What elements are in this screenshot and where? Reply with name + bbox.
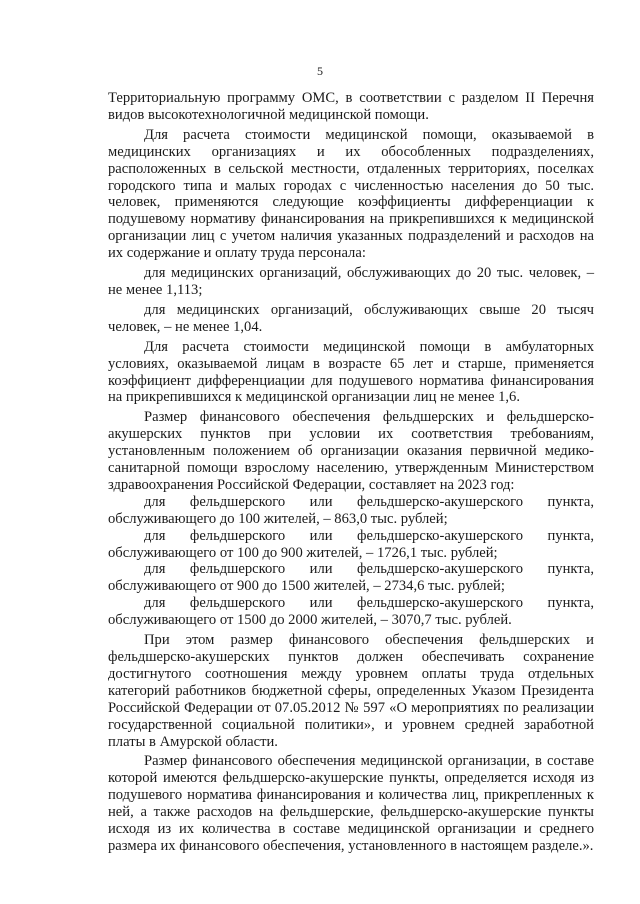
page-number: 5 xyxy=(317,64,323,78)
paragraph-organization-financing: Размер финансового обеспечения медицинской организации, в составе которой имеются фельдшерско-акушерские пункты, определяется исходя из подушевого норматива финансирования и количества лиц, прикрепленных к ней, а также расходов на фельдшерские, фельдшерско-акушерские пункты исходя из их количества в составе медицинской организации и среднего размера их финансового обеспечения, установленного в настоящем разделе.». xyxy=(108,753,594,854)
paragraph-fap-financing: Размер финансового обеспечения фельдшерских и фельдшерско-акушерских пунктов при условии их соответствия требованиям, установленным положением об организации оказания первичной медико-санитарной помощи взрослому населению, утвержденным Министерством здравоохранения Российской Федерации, составляет на 2023 год: xyxy=(108,409,594,493)
paragraph-fap-up-to-100: для фельдшерского или фельдшерско-акушерского пункта, обслуживающего до 100 жителей, – 863,0 тыс. рублей; xyxy=(108,493,594,527)
paragraph-coefficient-age-65: Для расчета стоимости медицинской помощи в амбулаторных условиях, оказываемой лицам в возрасте 65 лет и старше, применяется коэффициент дифференциации для подушевого норматива финансирования на прикрепившихся к медицинской организации лиц не менее 1,6. xyxy=(108,338,594,406)
document-body xyxy=(108,90,594,855)
paragraph-differentiation-coefficients: Для расчета стоимости медицинской помощи, оказываемой в медицинских организациях и их обособленных подразделениях, расположенных в сельской местности, отдаленных территориях, поселках городского типа и малых городах с численностью населения до 50 тыс. человек, применяются следующие коэффициенты дифференциации к подушевому нормативу финансирования на прикрепившихся к медицинской организации лиц с учетом наличия указанных подразделений и расходов на их содержание и оплату труда персонала: xyxy=(108,126,594,262)
paragraph-fap-100-900: для фельдшерского или фельдшерско-акушерского пункта, обслуживающего от 100 до 900 жителей, – 1726,1 тыс. рублей; xyxy=(108,527,594,561)
paragraph-salary-ratio: При этом размер финансового обеспечения фельдшерских и фельдшерско-акушерских пунктов должен обеспечивать сохранение достигнутого соотношения между уровнем оплаты труда отдельных категорий работников бюджетной сферы, определенных Указом Президента Российской Федерации от 07.05.2012 № 597 «О мероприятиях по реализации государственной социальной политики», и уровнем средней заработной платы в Амурской области. xyxy=(108,632,594,750)
paragraph-fap-900-1500: для фельдшерского или фельдшерско-акушерского пункта, обслуживающего от 900 до 1500 жителей, – 2734,6 тыс. рублей; xyxy=(108,561,594,595)
paragraph-coefficient-up-to-20k: для медицинских организаций, обслуживающих до 20 тыс. человек, – не менее 1,113; xyxy=(108,265,594,298)
paragraph-continuation: Территориальную программу ОМС, в соответствии с разделом II Перечня видов высокотехнологичной медицинской помощи. xyxy=(108,90,594,123)
paragraph-fap-1500-2000: для фельдшерского или фельдшерско-акушерского пункта, обслуживающего от 1500 до 2000 жителей, – 3070,7 тыс. рублей. xyxy=(108,595,594,629)
paragraph-coefficient-over-20k: для медицинских организаций, обслуживающих свыше 20 тысяч человек, – не менее 1,04. xyxy=(108,301,594,335)
